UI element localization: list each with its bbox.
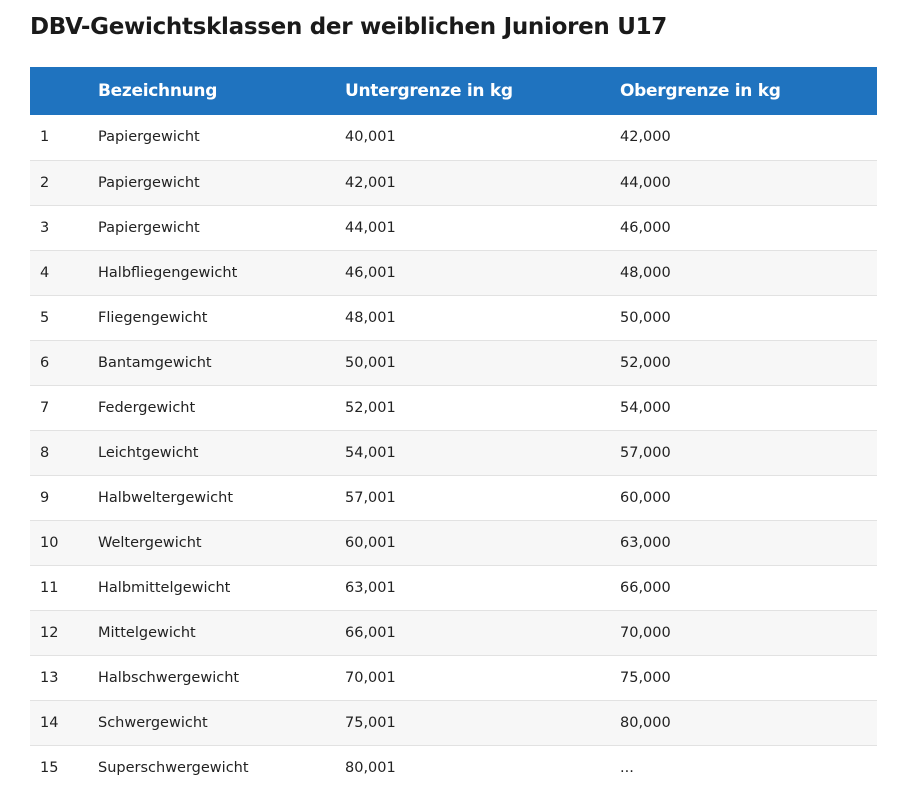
row-lower-limit: 57,001 [345, 489, 396, 506]
row-lower-limit: 50,001 [345, 354, 396, 371]
row-upper-limit: 70,000 [620, 624, 671, 641]
row-lower-limit: 48,001 [345, 309, 396, 326]
row-upper-limit: 50,000 [620, 309, 671, 326]
table-body [30, 115, 877, 790]
row-number: 13 [40, 669, 59, 686]
row-lower-limit: 60,001 [345, 534, 396, 551]
row-lower-limit: 63,001 [345, 579, 396, 596]
row-upper-limit: 52,000 [620, 354, 671, 371]
row-number: 15 [40, 759, 59, 776]
row-number: 7 [40, 399, 50, 416]
table-row [30, 340, 877, 385]
row-designation: Halbfliegengewicht [98, 264, 238, 281]
row-number: 2 [40, 174, 50, 191]
row-lower-limit: 52,001 [345, 399, 396, 416]
table-row [30, 700, 877, 745]
row-designation: Halbweltergewicht [98, 489, 234, 506]
row-upper-limit: 75,000 [620, 669, 671, 686]
row-lower-limit: 54,001 [345, 444, 396, 461]
row-upper-limit: 60,000 [620, 489, 671, 506]
row-designation: Bantamgewicht [98, 354, 212, 371]
row-designation: Federgewicht [98, 399, 196, 416]
row-number: 12 [40, 624, 59, 641]
table-row [30, 205, 877, 250]
row-number: 11 [40, 579, 59, 596]
row-lower-limit: 44,001 [345, 219, 396, 236]
row-lower-limit: 40,001 [345, 129, 396, 146]
table-row [30, 115, 877, 160]
table-row [30, 385, 877, 430]
row-number: 4 [40, 264, 50, 281]
row-designation: Superschwergewicht [98, 759, 249, 776]
weight-class-table [30, 67, 877, 790]
table-row [30, 430, 877, 475]
row-number: 1 [40, 129, 50, 146]
row-designation: Papiergewicht [98, 219, 200, 236]
table-row [30, 475, 877, 520]
table-row [30, 565, 877, 610]
row-upper-limit: 42,000 [620, 129, 671, 146]
page-title: DBV-Gewichtsklassen der weiblichen Junioren U17 [30, 14, 667, 40]
row-number: 9 [40, 489, 50, 506]
row-designation: Papiergewicht [98, 174, 200, 191]
row-designation: Halbschwergewicht [98, 669, 240, 686]
row-upper-limit: 48,000 [620, 264, 671, 281]
row-number: 3 [40, 219, 50, 236]
row-designation: Schwergewicht [98, 714, 208, 731]
row-upper-limit: 54,000 [620, 399, 671, 416]
table-row [30, 655, 877, 700]
row-lower-limit: 80,001 [345, 759, 396, 776]
row-lower-limit: 66,001 [345, 624, 396, 641]
row-number: 5 [40, 309, 50, 326]
row-designation: Fliegengewicht [98, 309, 208, 326]
table-row [30, 295, 877, 340]
row-designation: Leichtgewicht [98, 444, 199, 461]
table-row [30, 160, 877, 205]
table-row [30, 610, 877, 655]
row-designation: Mittelgewicht [98, 624, 196, 641]
row-upper-limit: 80,000 [620, 714, 671, 731]
row-designation: Papiergewicht [98, 129, 200, 146]
row-lower-limit: 42,001 [345, 174, 396, 191]
row-lower-limit: 46,001 [345, 264, 396, 281]
header-upper-limit: Obergrenze in kg [620, 81, 781, 101]
table-header-row [30, 67, 877, 115]
row-designation: Weltergewicht [98, 534, 202, 551]
row-number: 8 [40, 444, 50, 461]
row-lower-limit: 75,001 [345, 714, 396, 731]
row-upper-limit: 44,000 [620, 174, 671, 191]
row-upper-limit: 63,000 [620, 534, 671, 551]
row-designation: Halbmittelgewicht [98, 579, 231, 596]
table-row [30, 520, 877, 565]
header-number [30, 67, 98, 115]
row-upper-limit: 66,000 [620, 579, 671, 596]
row-number: 14 [40, 714, 59, 731]
header-lower-limit: Untergrenze in kg [345, 81, 513, 101]
header-designation: Bezeichnung [98, 81, 218, 101]
row-upper-limit: 46,000 [620, 219, 671, 236]
row-lower-limit: 70,001 [345, 669, 396, 686]
row-upper-limit: 57,000 [620, 444, 671, 461]
table-row [30, 745, 877, 790]
row-upper-limit: ... [620, 759, 634, 776]
row-number: 10 [40, 534, 59, 551]
row-number: 6 [40, 354, 50, 371]
table-row [30, 250, 877, 295]
